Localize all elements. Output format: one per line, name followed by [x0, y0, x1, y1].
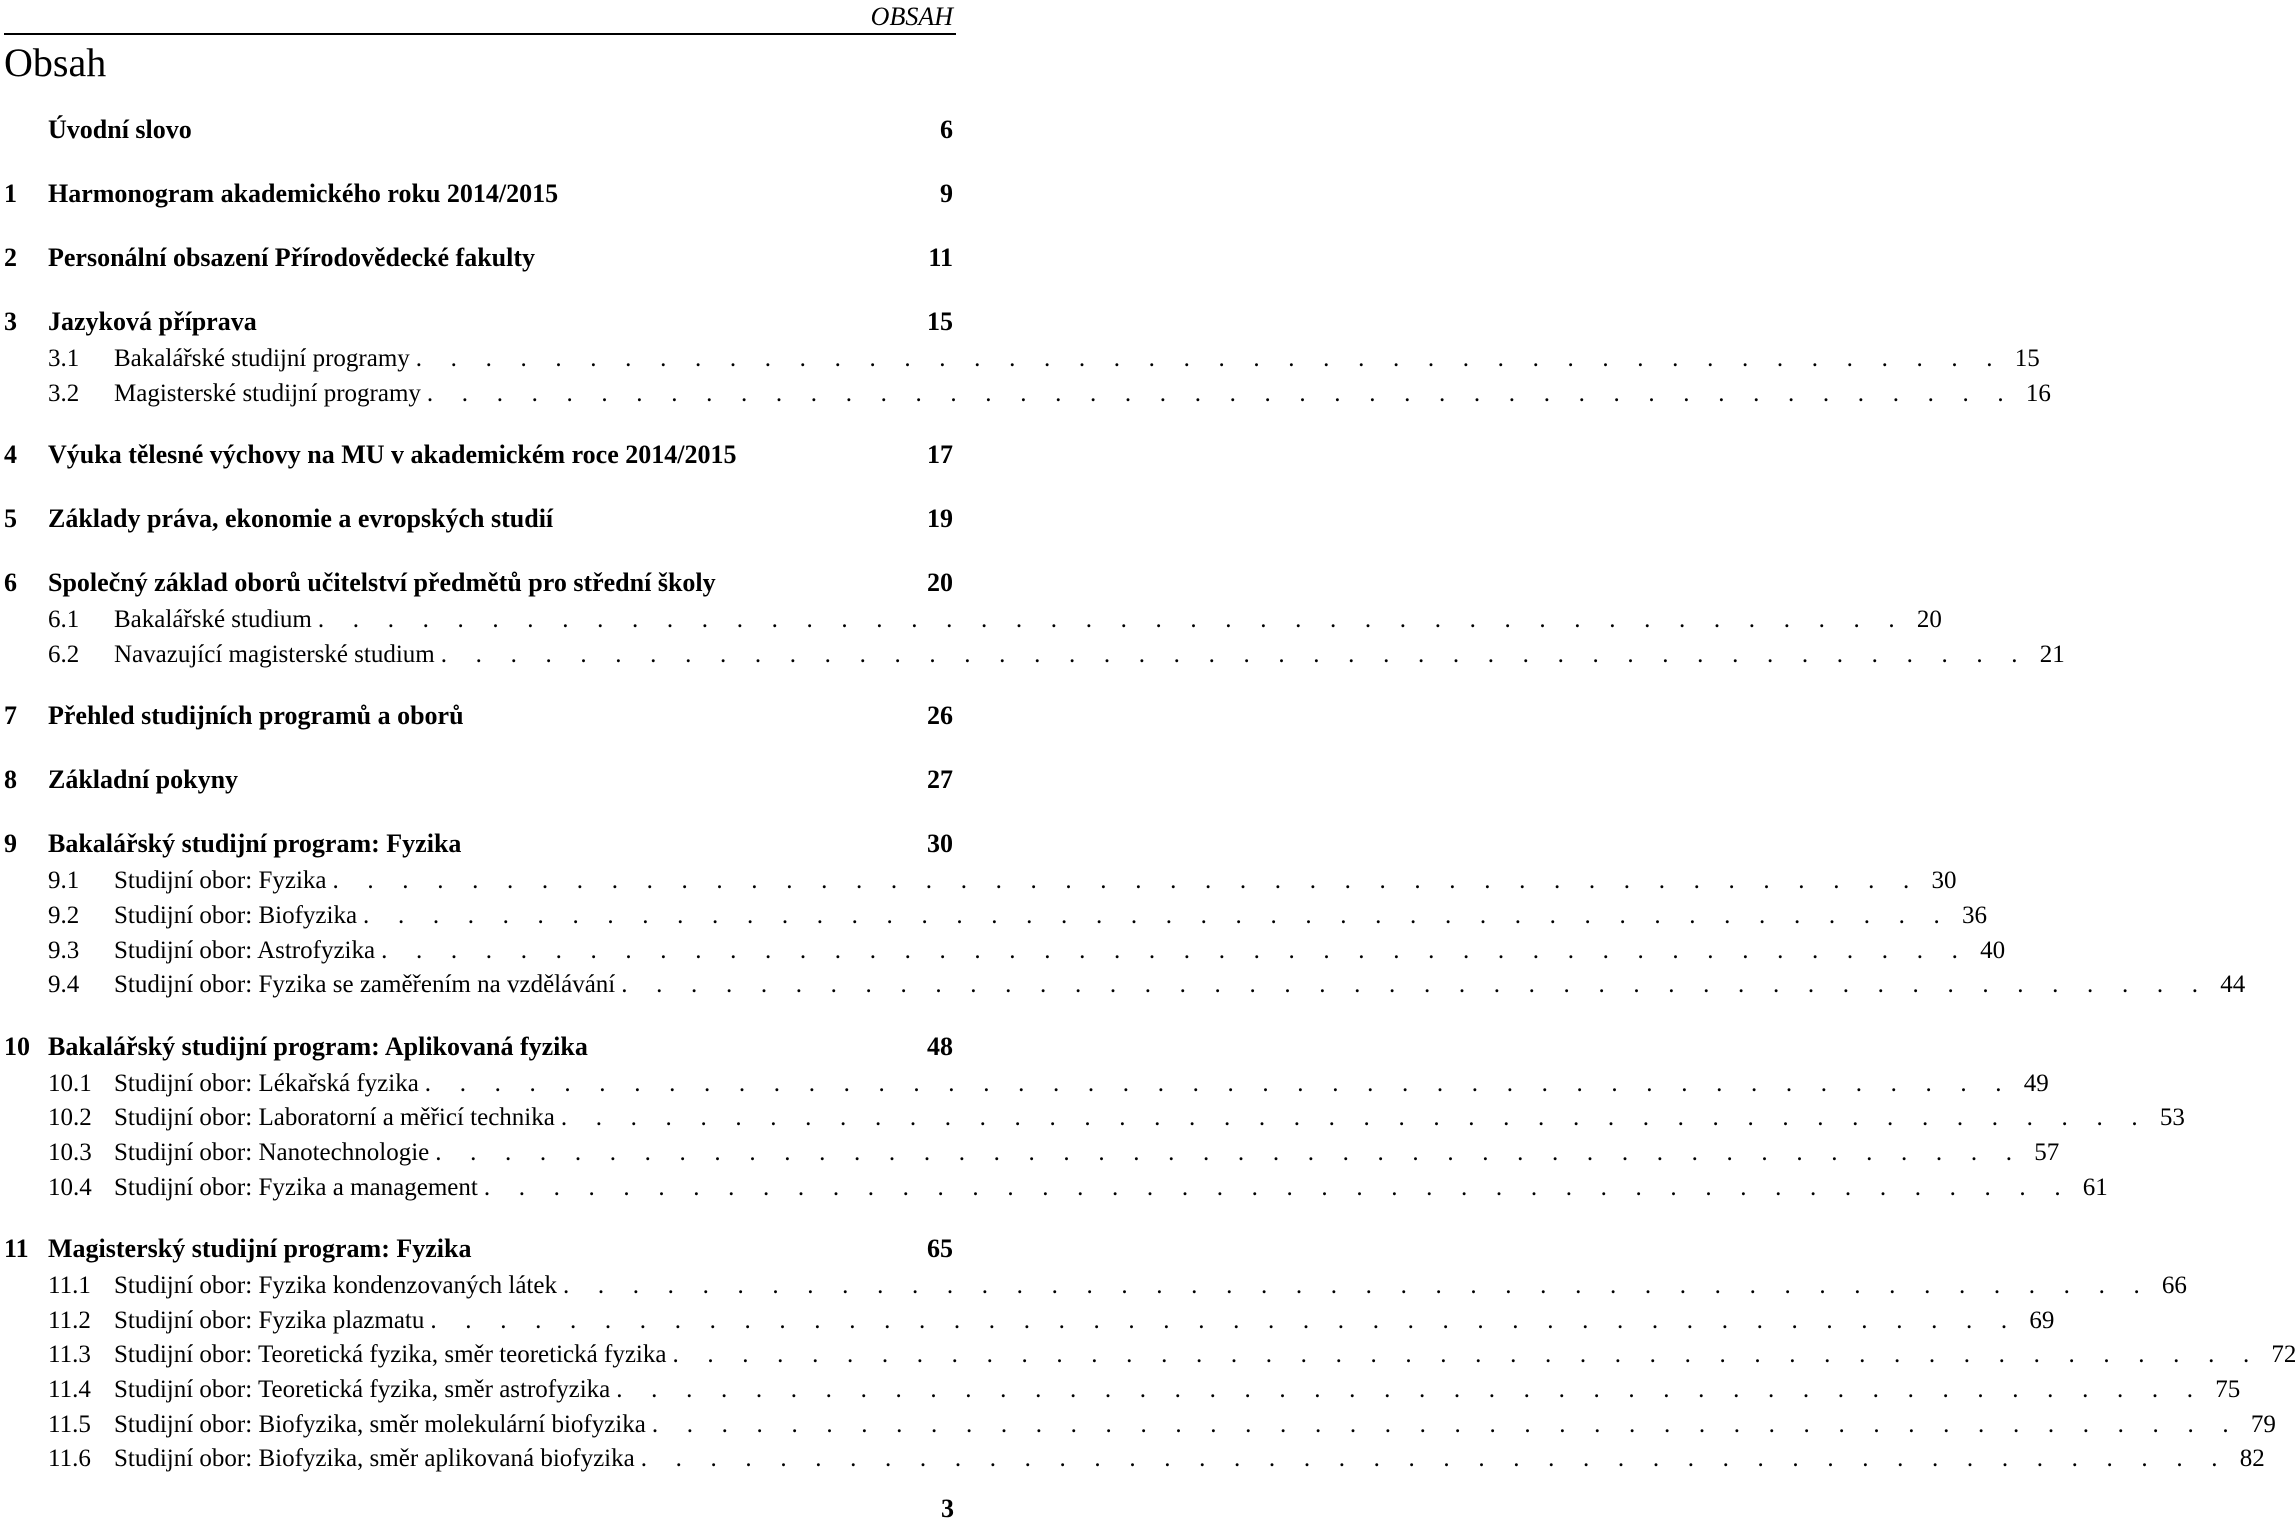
- toc-section-entry[interactable]: [4, 1101, 2185, 1136]
- section-number: 9.3: [48, 936, 80, 964]
- dot-leader: . . . . . . . . . . . . . . . . . . . . . . . . . . . . . . . . . . . . . . . . . . . . . .: [640, 1445, 2229, 1473]
- toc-section-entry[interactable]: [4, 1442, 2265, 1477]
- dot-leader: . . . . . . . . . . . . . . . . . . . . . . . . . . . . . . . . . . . . . . . . . . . . . .: [440, 640, 2029, 668]
- section-title: Bakalářské studijní programy: [114, 345, 410, 372]
- section-number: 11.1: [48, 1272, 91, 1300]
- toc-chapter-entry[interactable]: [4, 110, 953, 150]
- toc-chapter-entry[interactable]: [4, 174, 953, 214]
- section-title: Magisterské studijní programy: [114, 379, 421, 407]
- section-page: 66: [2161, 1272, 2187, 1300]
- toc-section-entry[interactable]: [4, 638, 2065, 673]
- section-page: 53: [2159, 1104, 2185, 1132]
- section-number: 6.2: [48, 640, 80, 668]
- section-page: 36: [1962, 901, 1987, 929]
- section-title: Studijní obor: Fyzika: [114, 867, 327, 895]
- chapter-number: 4: [4, 440, 17, 470]
- chapter-number: 5: [4, 504, 17, 534]
- header-rule: [4, 33, 956, 35]
- chapter-page: 6: [940, 115, 953, 144]
- section-title: Studijní obor: Fyzika plazmatu: [114, 1306, 425, 1334]
- dot-leader: . . . . . . . . . . . . . . . . . . . . . . . . . . . . . . . . . . . . . . . . . . . . . .: [483, 1173, 2072, 1201]
- section-page: 20: [1916, 606, 1942, 634]
- dot-leader: . . . . . . . . . . . . . . . . . . . . . . . . . . . . . . . . . . . . . . . . . . . . . .: [430, 1306, 2019, 1334]
- chapter-page: 15: [927, 307, 953, 336]
- dot-leader: . . . . . . . . . . . . . . . . . . . . . . . . . . . . . . . . . . . . . . . . . . . . . .: [426, 379, 2015, 407]
- chapter-number: 9: [4, 829, 17, 859]
- chapter-title: Personální obsazení Přírodovědecké fakulty: [48, 243, 536, 272]
- chapter-title: Základy práva, ekonomie a evropských studií: [48, 504, 554, 534]
- chapter-page: 17: [927, 440, 953, 470]
- chapter-page: 19: [927, 504, 953, 534]
- dot-leader: . . . . . . . . . . . . . . . . . . . . . . . . . . . . . . . . . . . . . . . . . . . . . .: [363, 901, 1951, 929]
- page-number: 3: [941, 1494, 954, 1523]
- section-number: 9.1: [48, 867, 80, 895]
- section-page: 82: [2239, 1445, 2265, 1473]
- section-number: 10.3: [48, 1138, 92, 1166]
- toc-section-entry[interactable]: [4, 1067, 2049, 1102]
- section-page: 57: [2034, 1138, 2060, 1166]
- chapter-page: 11: [928, 243, 953, 272]
- dot-leader: . . . . . . . . . . . . . . . . . . . . . . . . . . . . . . . . . . . . . . . . . . . . . .: [424, 1069, 2013, 1097]
- section-title: Studijní obor: Nanotechnologie: [114, 1138, 430, 1166]
- section-page: 21: [2039, 640, 2065, 668]
- section-number: 3.1: [48, 345, 80, 372]
- toc-section-entry[interactable]: [4, 968, 2246, 1003]
- toc-section-entry[interactable]: [4, 603, 1942, 638]
- toc-section-entry[interactable]: [4, 1269, 2187, 1304]
- chapter-title: Společný základ oborů učitelství předmětů pro střední školy: [48, 568, 716, 598]
- section-title: Studijní obor: Biofyzika, směr aplikovaná biofyzika: [114, 1445, 635, 1473]
- chapter-page: 20: [927, 568, 953, 598]
- toc-chapter-entry[interactable]: [4, 1027, 953, 1067]
- section-title: Bakalářské studium: [114, 606, 312, 634]
- chapter-page: 65: [927, 1234, 953, 1264]
- section-page: 49: [2023, 1069, 2049, 1097]
- toc-section-entry[interactable]: [4, 899, 1987, 934]
- toc-chapter-entry[interactable]: [4, 238, 953, 278]
- toc-section-entry[interactable]: [4, 1373, 2241, 1408]
- section-title: Studijní obor: Astrofyzika: [114, 936, 376, 964]
- section-page: 15: [2014, 345, 2040, 372]
- section-page: 44: [2220, 971, 2246, 999]
- section-number: 10.1: [48, 1069, 92, 1097]
- dot-leader: . . . . . . . . . . . . . . . . . . . . . . . . . . . . . . . . . . . . . . . . . . . . . .: [560, 1104, 2149, 1132]
- chapter-title: Bakalářský studijní program: Aplikovaná fyzika: [48, 1031, 588, 1061]
- chapter-page: 26: [927, 701, 953, 731]
- dot-leader: . . . . . . . . . . . . . . . . . . . . . . . . . . . . . . . . . . . . . . . . . . . . . .: [317, 606, 1906, 634]
- toc-section-entry[interactable]: [4, 1136, 2060, 1171]
- table-of-contents: [4, 110, 2296, 1477]
- section-number: 9.2: [48, 901, 80, 929]
- toc-section-entry[interactable]: [4, 1304, 2055, 1339]
- toc-chapter-entry[interactable]: [4, 824, 953, 864]
- toc-chapter-entry[interactable]: [4, 435, 953, 475]
- section-title: Studijní obor: Biofyzika: [114, 901, 358, 929]
- running-header: OBSAH: [870, 2, 953, 31]
- section-number: 11.3: [48, 1341, 91, 1369]
- chapter-number: 8: [4, 765, 17, 795]
- dot-leader: . . . . . . . . . . . . . . . . . . . . . . . . . . . . . . . . . . . . . . . . . . . . . .: [381, 936, 1970, 964]
- dot-leader: . . . . . . . . . . . . . . . . . . . . . . . . . . . . . . . . . . . . . . . . . . . . . .: [435, 1138, 2024, 1166]
- section-number: 6.1: [48, 606, 80, 634]
- chapter-number: 10: [4, 1031, 30, 1061]
- section-page: 69: [2029, 1306, 2055, 1334]
- section-page: 16: [2025, 379, 2051, 407]
- toc-section-entry[interactable]: [4, 934, 2006, 969]
- dot-leader: . . . . . . . . . . . . . . . . . . . . . . . . . . . . . . . . . . . . . . . . . . . . . .: [651, 1410, 2240, 1438]
- chapter-title: Přehled studijních programů a oborů: [48, 701, 464, 731]
- toc-chapter-entry[interactable]: [4, 302, 953, 342]
- section-title: Studijní obor: Biofyzika, směr molekulární biofyzika: [114, 1410, 646, 1438]
- toc-section-entry[interactable]: [4, 1171, 2108, 1206]
- section-page: 72: [2271, 1341, 2296, 1369]
- section-title: Studijní obor: Laboratorní a měřicí technika: [114, 1104, 555, 1132]
- section-page: 40: [1980, 936, 2006, 964]
- section-number: 10.4: [48, 1173, 92, 1201]
- chapter-title: Magisterský studijní program: Fyzika: [48, 1234, 472, 1264]
- chapter-number: 1: [4, 179, 17, 208]
- toc-chapter-entry[interactable]: [4, 760, 953, 800]
- toc-section-entry[interactable]: [4, 342, 2040, 377]
- dot-leader: . . . . . . . . . . . . . . . . . . . . . . . . . . . . . . . . . . . . . . . . . . . . . .: [672, 1341, 2261, 1369]
- chapter-number: 3: [4, 307, 17, 336]
- dot-leader: . . . . . . . . . . . . . . . . . . . . . . . . . . . . . . . . . . . . . . . . . . . . . .: [415, 345, 2004, 372]
- chapter-title: Úvodní slovo: [48, 115, 192, 144]
- section-title: Navazující magisterské studium: [114, 640, 435, 668]
- section-number: 11.2: [48, 1306, 91, 1334]
- section-page: 30: [1931, 867, 1957, 895]
- section-title: Studijní obor: Teoretická fyzika, směr teoretická fyzika: [114, 1341, 667, 1369]
- section-title: Studijní obor: Fyzika kondenzovaných látek: [114, 1272, 557, 1300]
- toc-chapter-entry[interactable]: [4, 696, 953, 736]
- toc-chapter-entry[interactable]: [4, 499, 953, 539]
- dot-leader: . . . . . . . . . . . . . . . . . . . . . . . . . . . . . . . . . . . . . . . . . . . . . .: [332, 867, 1921, 895]
- section-title: Studijní obor: Lékařská fyzika: [114, 1069, 419, 1097]
- toc-section-entry[interactable]: [4, 1338, 2296, 1373]
- section-number: 11.5: [48, 1410, 91, 1438]
- toc-section-entry[interactable]: [4, 377, 2051, 412]
- page-title: Obsah: [4, 40, 107, 85]
- chapter-title: Výuka tělesné výchovy na MU v akademickém roce 2014/2015: [48, 440, 737, 470]
- section-title: Studijní obor: Teoretická fyzika, směr astrofyzika: [114, 1375, 611, 1403]
- chapter-page: 30: [927, 829, 953, 859]
- section-number: 3.2: [48, 379, 80, 407]
- dot-leader: . . . . . . . . . . . . . . . . . . . . . . . . . . . . . . . . . . . . . . . . . . . . . .: [621, 971, 2210, 999]
- chapter-page: 9: [940, 179, 953, 208]
- chapter-page: 27: [927, 765, 953, 795]
- section-title: Studijní obor: Fyzika a management: [114, 1173, 478, 1201]
- chapter-number: 6: [4, 568, 17, 598]
- chapter-number: 11: [4, 1234, 29, 1264]
- section-title: Studijní obor: Fyzika se zaměřením na vzdělávání: [114, 971, 616, 999]
- section-number: 11.6: [48, 1445, 91, 1473]
- toc-chapter-entry[interactable]: [4, 563, 953, 603]
- chapter-title: Harmonogram akademického roku 2014/2015: [48, 179, 559, 208]
- section-page: 79: [2250, 1410, 2276, 1438]
- dot-leader: . . . . . . . . . . . . . . . . . . . . . . . . . . . . . . . . . . . . . . . . . . . . . .: [562, 1272, 2151, 1300]
- section-page: 61: [2082, 1173, 2108, 1201]
- toc-section-entry[interactable]: [4, 864, 1957, 899]
- chapter-title: Základní pokyny: [48, 765, 239, 795]
- section-page: 75: [2215, 1375, 2241, 1403]
- chapter-title: Bakalářský studijní program: Fyzika: [48, 829, 462, 859]
- chapter-title: Jazyková příprava: [48, 307, 257, 336]
- dot-leader: . . . . . . . . . . . . . . . . . . . . . . . . . . . . . . . . . . . . . . . . . . . . . .: [616, 1375, 2205, 1403]
- section-number: 11.4: [48, 1375, 91, 1403]
- chapter-number: 7: [4, 701, 17, 731]
- section-number: 9.4: [48, 971, 80, 999]
- section-number: 10.2: [48, 1104, 92, 1132]
- chapter-number: 2: [4, 243, 17, 272]
- toc-section-entry[interactable]: [4, 1408, 2276, 1443]
- chapter-page: 48: [927, 1031, 953, 1061]
- toc-chapter-entry[interactable]: [4, 1229, 953, 1269]
